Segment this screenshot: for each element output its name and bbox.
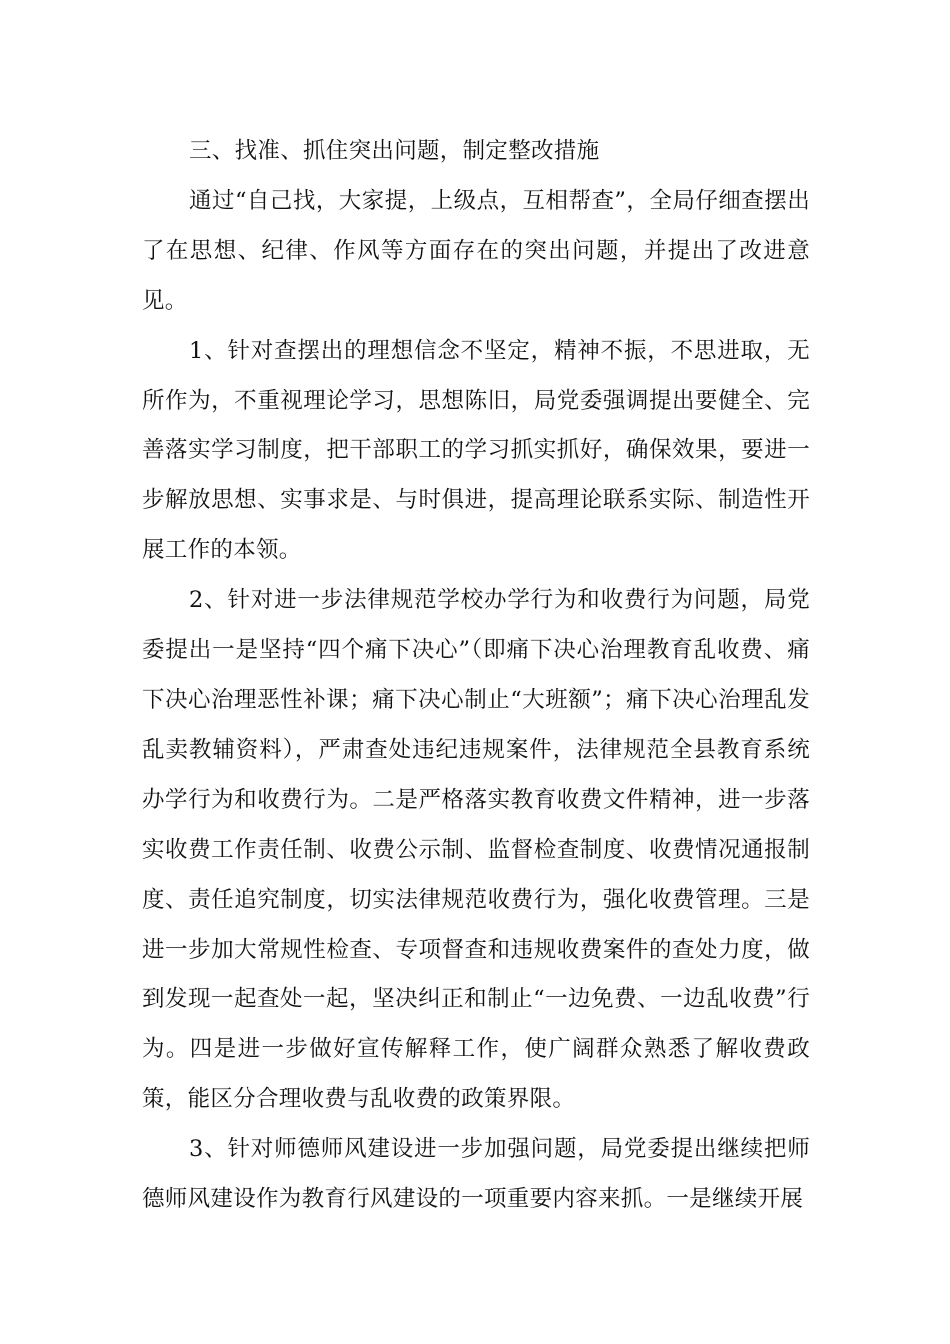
paragraph-item-3: 3、针对师德师风建设进一步加强问题，局党委提出继续把师德师风建设作为教育行风建设的一项重要内容来抓。一是继续开展	[142, 1136, 810, 1213]
document-page	[142, 127, 810, 1225]
paragraph-intro: 通过“自己找，大家提，上级点，互相帮查”，全局仔细查摆出了在思想、纪律、作风等方面存在的突出问题，并提出了改进意见。	[142, 187, 810, 314]
section-heading: 三、找准、抓住突出问题，制定整改措施	[189, 138, 600, 164]
paragraph-item-2: 2、针对进一步法律规范学校办学行为和收费行为问题，局党委提出一是坚持“四个痛下决心”（即痛下决心治理教育乱收费、痛下决心治理恶性补课；痛下决心制止“大班额”；痛下决心治理乱发乱卖教辅资料），严肃查处违纪违规案件，法律规范全县教育系统办学行为和收费行为。二是严格落实教育收费文件精神，进一步落实收费工作责任制、收费公示制、监督检查制度、收费情况通报制度、责任追究制度，切实法律规范收费行为，强化收费管理。三是进一步加大常规性检查、专项督查和违规收费案件的查处力度，做到发现一起查处一起，坚决纠正和制止“一边免费、一边乱收费”行为。四是进一步做好宣传解释工作，使广阔群众熟悉了解收费政策，能区分合理收费与乱收费的政策界限。	[142, 587, 810, 1113]
paragraph-item-1: 1、针对查摆出的理想信念不坚定，精神不振，不思进取，无所作为，不重视理论学习，思想陈旧，局党委强调提出要健全、完善落实学习制度，把干部职工的学习抓实抓好，确保效果，要进一步解放思想、实事求是、与时俱进，提高理论联系实际、制造性开展工作的本领。	[142, 337, 810, 564]
